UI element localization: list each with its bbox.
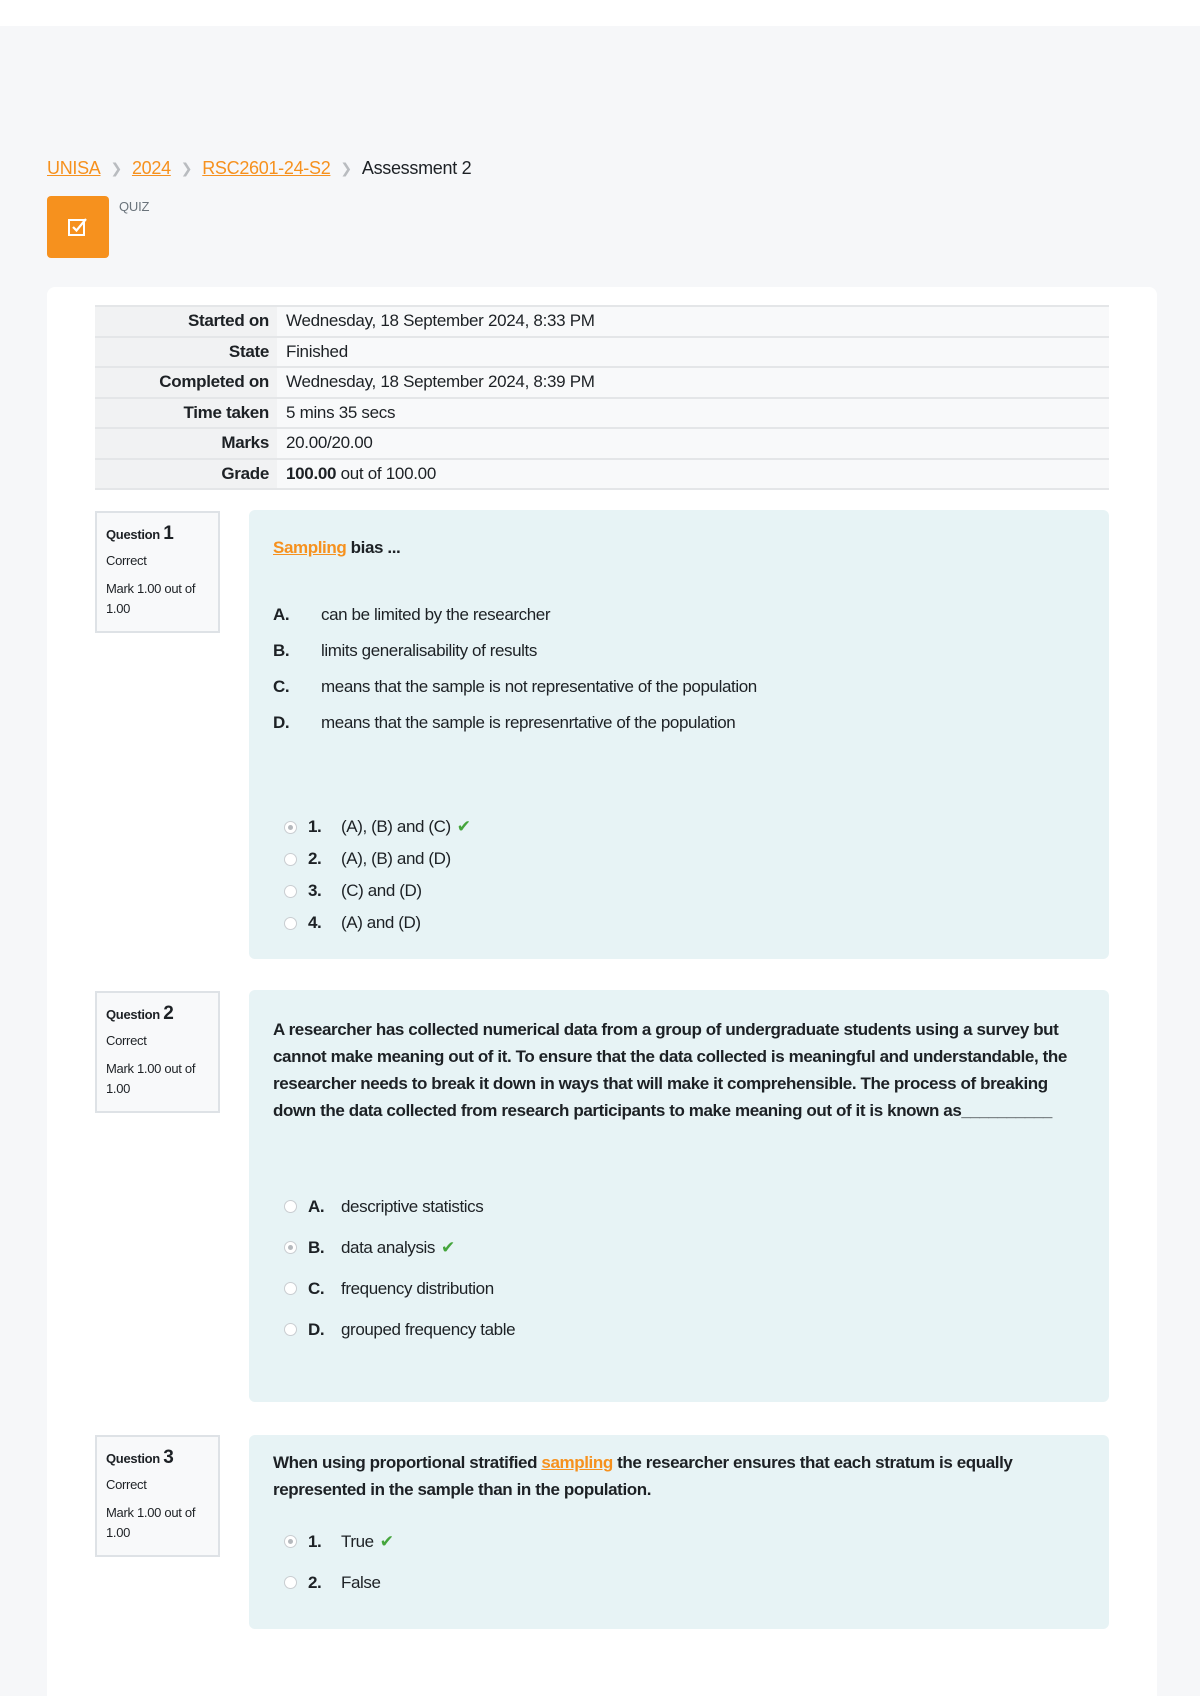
summary-value: Wednesday, 18 September 2024, 8:39 PM bbox=[277, 367, 1109, 398]
question-text: Sampling bias ... bbox=[273, 538, 401, 557]
question-number: Question 2 bbox=[106, 1003, 174, 1024]
radio-button[interactable] bbox=[284, 1200, 297, 1213]
question-state: Correct bbox=[106, 553, 147, 568]
radio-button[interactable] bbox=[284, 1282, 297, 1295]
breadcrumb-current: Assessment 2 bbox=[361, 158, 472, 178]
statement-item: B. limits generalisability of results bbox=[273, 641, 537, 660]
summary-label: Started on bbox=[95, 306, 277, 337]
summary-row bbox=[95, 337, 1109, 368]
answer-option[interactable]: 2. False bbox=[273, 1562, 1085, 1603]
question-number: Question 3 bbox=[106, 1447, 174, 1468]
answer-options bbox=[273, 1521, 1085, 1603]
radio-button[interactable] bbox=[284, 1535, 297, 1548]
question-state: Correct bbox=[106, 1477, 147, 1492]
summary-row bbox=[95, 367, 1109, 398]
breadcrumb-link-course[interactable]: RSC2601-24-S2 bbox=[202, 158, 331, 178]
answer-option[interactable]: B. data analysis ✔ bbox=[273, 1227, 1085, 1268]
question-mark: Mark 1.00 out of 1.00 bbox=[106, 581, 196, 616]
statement-item: C. means that the sample is not representative of the population bbox=[273, 677, 757, 696]
breadcrumb-link-unisa[interactable]: UNISA bbox=[47, 158, 101, 178]
answer-option[interactable]: D. grouped frequency table bbox=[273, 1309, 1085, 1350]
question-info bbox=[95, 511, 220, 633]
question-number: Question 1 bbox=[106, 523, 174, 544]
summary-value bbox=[277, 459, 1109, 490]
question-text: When using proportional stratified sampling the researcher ensures that each stratum is equally represented in the sample than in the population. bbox=[273, 1453, 1013, 1499]
question-content bbox=[249, 510, 1109, 959]
answer-option[interactable]: 3. (C) and (D) bbox=[273, 875, 1085, 907]
breadcrumb bbox=[47, 158, 471, 179]
question-content bbox=[249, 990, 1109, 1402]
radio-button[interactable] bbox=[284, 1323, 297, 1336]
question-mark: Mark 1.00 out of 1.00 bbox=[106, 1505, 196, 1540]
radio-button[interactable] bbox=[284, 1241, 297, 1254]
grade-total: out of 100.00 bbox=[336, 463, 436, 483]
chevron-right-icon: ❯ bbox=[340, 160, 352, 176]
answer-option[interactable]: A. descriptive statistics bbox=[273, 1186, 1085, 1227]
summary-value: Finished bbox=[277, 337, 1109, 368]
glossary-link-sampling[interactable]: sampling bbox=[541, 1453, 613, 1472]
summary-label: Marks bbox=[95, 428, 277, 459]
answer-options bbox=[273, 1186, 1085, 1350]
radio-button[interactable] bbox=[284, 917, 297, 930]
summary-value: 20.00/20.00 bbox=[277, 428, 1109, 459]
question-text: A researcher has collected numerical data from a group of undergraduate students using a survey but cannot make meaning out of it. To ensure that the data collected is meaningful and understandable, the researcher needs to break it down in ways that will make it comprehensible. The process of breaking down the data collected from research participants to make meaning out of it is known as__________ bbox=[273, 1020, 1067, 1120]
summary-row bbox=[95, 459, 1109, 490]
summary-row bbox=[95, 428, 1109, 459]
summary-row bbox=[95, 398, 1109, 429]
answer-option[interactable]: C. frequency distribution bbox=[273, 1268, 1085, 1309]
chevron-right-icon: ❯ bbox=[110, 160, 122, 176]
grade-score: 100.00 bbox=[286, 463, 337, 483]
answer-options bbox=[273, 811, 1085, 939]
answer-option[interactable]: 2. (A), (B) and (D) bbox=[273, 843, 1085, 875]
correct-check-icon: ✔ bbox=[456, 817, 471, 836]
summary-label: Grade bbox=[95, 459, 277, 490]
statement-list bbox=[273, 597, 1085, 741]
correct-check-icon: ✔ bbox=[379, 1531, 394, 1551]
summary-value: Wednesday, 18 September 2024, 8:33 PM bbox=[277, 306, 1109, 337]
statement-item: D. means that the sample is represenrtative of the population bbox=[273, 713, 736, 732]
radio-button[interactable] bbox=[284, 853, 297, 866]
radio-button[interactable] bbox=[284, 885, 297, 898]
question-mark: Mark 1.00 out of 1.00 bbox=[106, 1061, 196, 1096]
summary-label: Completed on bbox=[95, 367, 277, 398]
quiz-icon bbox=[47, 196, 109, 258]
chevron-right-icon: ❯ bbox=[180, 160, 193, 176]
statement-item: A. can be limited by the researcher bbox=[273, 605, 551, 624]
question-state: Correct bbox=[106, 1033, 147, 1048]
question-info bbox=[95, 1435, 220, 1557]
radio-button[interactable] bbox=[284, 821, 297, 834]
answer-option[interactable]: 1. (A), (B) and (C) ✔ bbox=[273, 811, 1085, 843]
summary-label: State bbox=[95, 337, 277, 368]
summary-value: 5 mins 35 secs bbox=[277, 398, 1109, 429]
breadcrumb-link-year[interactable]: 2024 bbox=[131, 158, 171, 178]
attempt-summary-table bbox=[95, 305, 1109, 490]
question-info bbox=[95, 991, 220, 1113]
correct-check-icon: ✔ bbox=[441, 1237, 455, 1257]
answer-option[interactable]: 4. (A) and (D) bbox=[273, 907, 1085, 939]
radio-button[interactable] bbox=[284, 1576, 297, 1589]
answer-option[interactable]: 1. True ✔ bbox=[273, 1521, 1085, 1562]
summary-row bbox=[95, 306, 1109, 337]
glossary-link-sampling[interactable]: Sampling bbox=[273, 538, 347, 557]
module-type-label: QUIZ bbox=[119, 199, 150, 214]
question-content bbox=[249, 1435, 1109, 1629]
summary-label: Time taken bbox=[95, 398, 277, 429]
